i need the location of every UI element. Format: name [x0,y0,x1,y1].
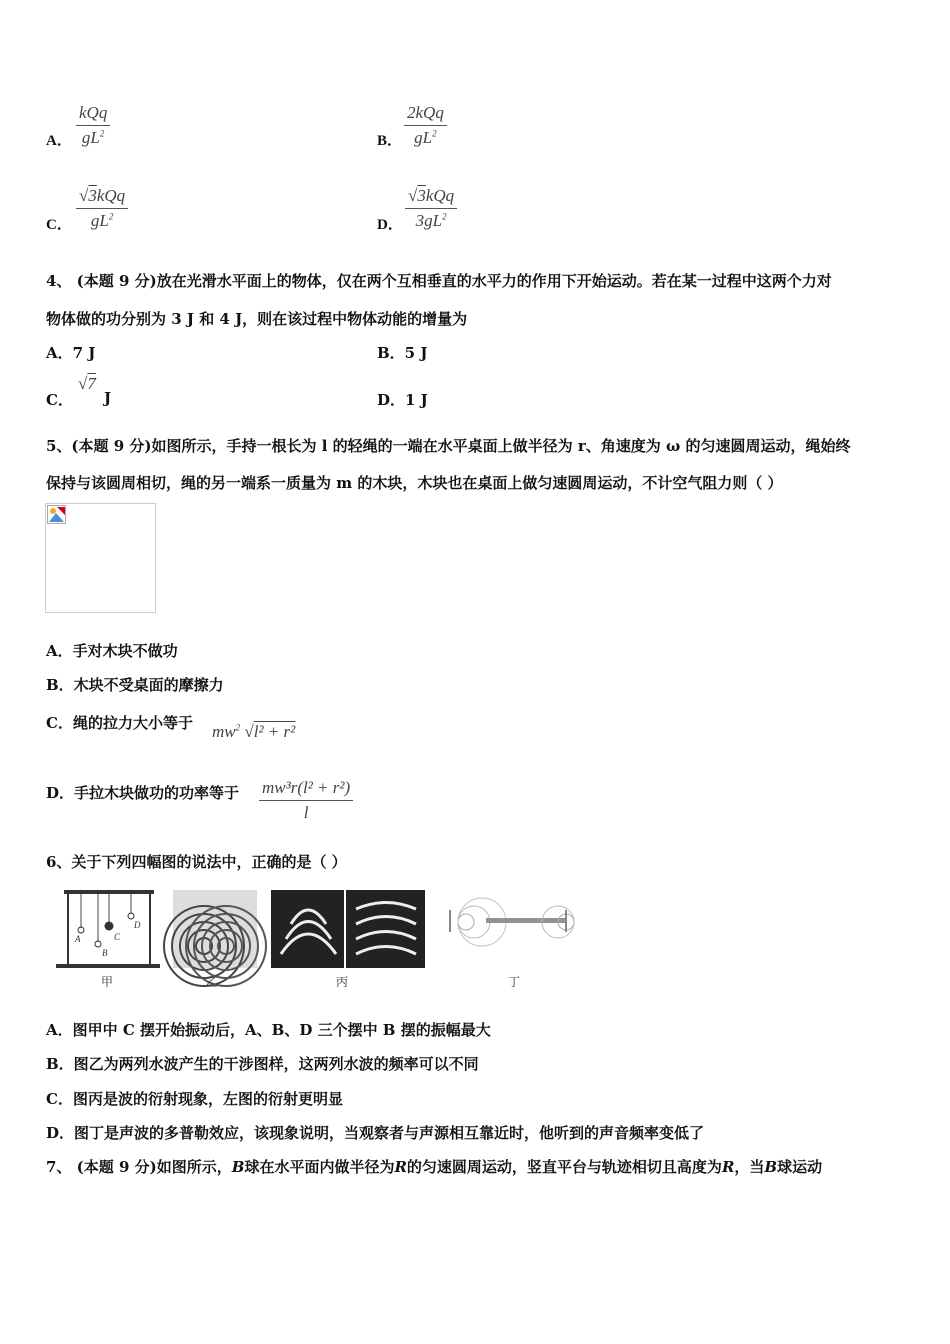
q5-option-b: B．木块不受桌面的摩擦力 [46,676,224,694]
q4-option-c-root: √7 [78,374,96,393]
q4-option-b: B．5 J [377,344,428,362]
q4-stem-line2: 物体做的功分别为 3 J 和 4 J，则在该过程中物体动能的增量为 [46,310,468,328]
option-label: C． [46,217,72,233]
numerator: kQq [76,103,110,126]
numerator: mw³r(l² + r²) [259,778,353,801]
pendulum-label-d: D [134,920,141,930]
caption-bing: 丙 [336,975,349,989]
q6-option-c: C．图丙是波的衍射现象，左图的衍射更明显 [46,1090,343,1108]
q4-option-c-unit: J [104,389,112,407]
option-label: D． [377,217,403,233]
denominator: $3gL^2$ [415,211,447,230]
pendulum-label-b: B [102,948,108,958]
q4-option-a: A．7 J [46,344,96,362]
q6-stem: 6、关于下列四幅图的说法中，正确的是（ ） [46,853,347,871]
q3-option-a-formula [76,103,110,148]
q3-option-b [377,129,402,150]
q6-option-d: D．图丁是声波的多普勒效应，该现象说明，当观察者与声源相互靠近时，他听到的声音频率变低了 [46,1124,705,1142]
pendulum-label-a: A [75,934,81,944]
pendulum-figure [56,890,160,968]
pendulum-label-c: C [114,932,121,942]
q5-stem-line2: 保持与该圆周相切，绳的另一端系一质量为 m 的木块，木块也在桌面上做匀速圆周运动，不计空气阻力则（ ） [46,474,783,492]
q5-option-c-formula: $mw^2$ √l² + r² [212,722,296,741]
doppler-figure [450,898,574,946]
q3-option-c-formula [76,186,128,231]
denominator: $gL^2$ [90,211,114,230]
denominator: $gL^2$ [81,128,105,147]
numerator: 2kQq [404,103,447,126]
q5-option-a: A．手对木块不做功 [46,642,178,660]
numerator: √3kQq [405,186,457,209]
caption-jia: 甲 [101,975,114,989]
q5-option-d: D．手拉木块做功的功率等于 [46,784,240,802]
q6-option-a: A．图甲中 C 摆开始振动后，A、B、D 三个摆中 B 摆的振幅最大 [46,1021,491,1039]
q4-stem-line1: 4、 (本题 9 分)放在光滑水平面上的物体，仅在两个互相垂直的水平力的作用下开始运动。若在某一过程中这两个力对 [46,272,832,290]
q6-figure-strip [46,884,606,994]
q5-option-d-formula [259,778,353,823]
interference-figure [164,890,266,986]
q4-option-c: C． [46,391,73,409]
option-label: A． [46,133,72,149]
caption-yi: 乙 [206,975,219,989]
q3-option-b-formula [404,103,447,148]
q6-option-b: B．图乙为两列水波产生的干涉图样，这两列水波的频率可以不同 [46,1055,479,1073]
q3-option-d-formula [405,186,457,231]
q5-figure-placeholder [45,503,156,613]
numerator: √3kQq [76,186,128,209]
q3-option-d [377,213,403,234]
q3-option-c [46,213,72,234]
q7-stem-line1: 7、 (本题 9 分)如图所示，B球在水平面内做半径为R的匀速圆周运动，竖直平台与轨迹相切且高度为R，当B球运动 [46,1158,823,1176]
q4-option-d: D．1 J [377,391,428,409]
broken-image-icon [47,505,67,525]
q5-option-c: C．绳的拉力大小等于 [46,714,193,732]
q3-option-a [46,129,72,150]
diffraction-figure [271,890,425,968]
denominator: $gL^2$ [414,128,437,147]
q5-stem-line1: 5、(本题 9 分)如图所示，手持一根长为 l 的轻绳的一端在水平桌面上做半径为 r、角速度为 ω 的匀速圆周运动，绳始终 [46,437,851,455]
denominator: l [303,803,309,822]
caption-ding: 丁 [508,975,521,989]
option-label: B． [377,133,403,149]
